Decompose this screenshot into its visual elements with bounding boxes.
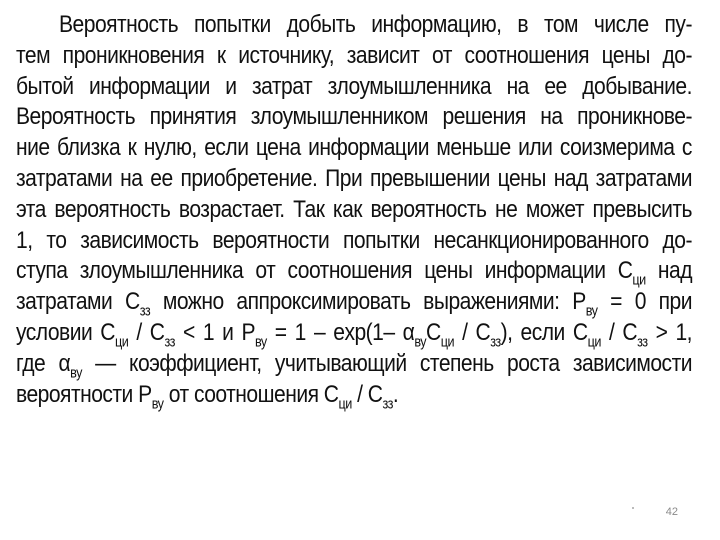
text-line-formula: [16, 256, 692, 287]
subscript: ци: [632, 272, 646, 289]
text-run: С: [426, 318, 441, 346]
subscript: зз: [637, 334, 648, 351]
text-run: вероятности Р: [16, 380, 152, 408]
text-run: затратами С: [16, 288, 140, 316]
subscript: ци: [440, 334, 455, 351]
text-run: ступа злоумышленника от соотношения цены информации С: [16, 257, 633, 285]
subscript: ву: [585, 303, 598, 320]
text-run: / С: [454, 318, 491, 346]
subscript: зз: [164, 334, 175, 351]
text-run: условии С: [16, 318, 115, 346]
subscript: ву: [254, 334, 267, 351]
text-line: бытой информации и затрат злоумышленника на ее добывание.: [16, 72, 692, 100]
text-run: < 1 и Р: [174, 318, 255, 346]
text-line-formula: [16, 349, 692, 380]
subscript: ци: [587, 334, 601, 351]
text-line: тем проникновения к источнику, зависит от соотношения цены до-: [16, 41, 692, 69]
text-line: 1, то зависимость вероятности попытки несанкционированного до-: [16, 226, 692, 254]
text-line-formula: [16, 287, 692, 318]
subscript: зз: [490, 334, 501, 351]
text-run: / С: [128, 318, 165, 346]
subscript: зз: [382, 396, 393, 413]
text-line: Вероятность попытки добыть информацию, в том числе пу-: [59, 11, 692, 38]
page-number: 42: [665, 506, 678, 518]
text-run: / С: [351, 380, 383, 408]
text-line-formula: [16, 380, 692, 411]
subscript: ву: [414, 334, 427, 351]
subscript: ву: [151, 396, 164, 413]
text-line-formula: [16, 318, 692, 349]
text-run: = 1 – exp(1– α: [266, 318, 415, 346]
subscript: ци: [114, 334, 129, 351]
text-line: Вероятность принятия злоумышленником решения на проникнове-: [16, 103, 692, 131]
text-run: где α: [16, 349, 71, 377]
subscript: зз: [139, 303, 151, 320]
text-line: ние близка к нулю, если цена информации меньше или соизмерима с: [16, 134, 692, 162]
text-run: можно аппроксимировать выражениями: Р: [150, 288, 586, 316]
text-run: ), если С: [500, 318, 588, 346]
text-run: / С: [600, 318, 638, 346]
text-run: над: [645, 257, 692, 285]
text-run: = 0 при: [597, 288, 692, 316]
text-line: эта вероятность возрастает. Так как вероятность не может превысить: [16, 195, 692, 223]
text-run: — коэффициент, учитывающий степень роста зависимости: [81, 349, 692, 377]
text-run: .: [392, 380, 399, 408]
body-text: [16, 10, 693, 413]
subscript: ци: [338, 396, 352, 413]
stray-mark: [632, 507, 634, 509]
text-line: затратами на ее приобретение. При превышении цены над затратами: [16, 164, 692, 192]
text-run: от соотношения С: [163, 380, 339, 408]
text-run: > 1,: [647, 318, 693, 346]
subscript: ву: [70, 365, 82, 382]
